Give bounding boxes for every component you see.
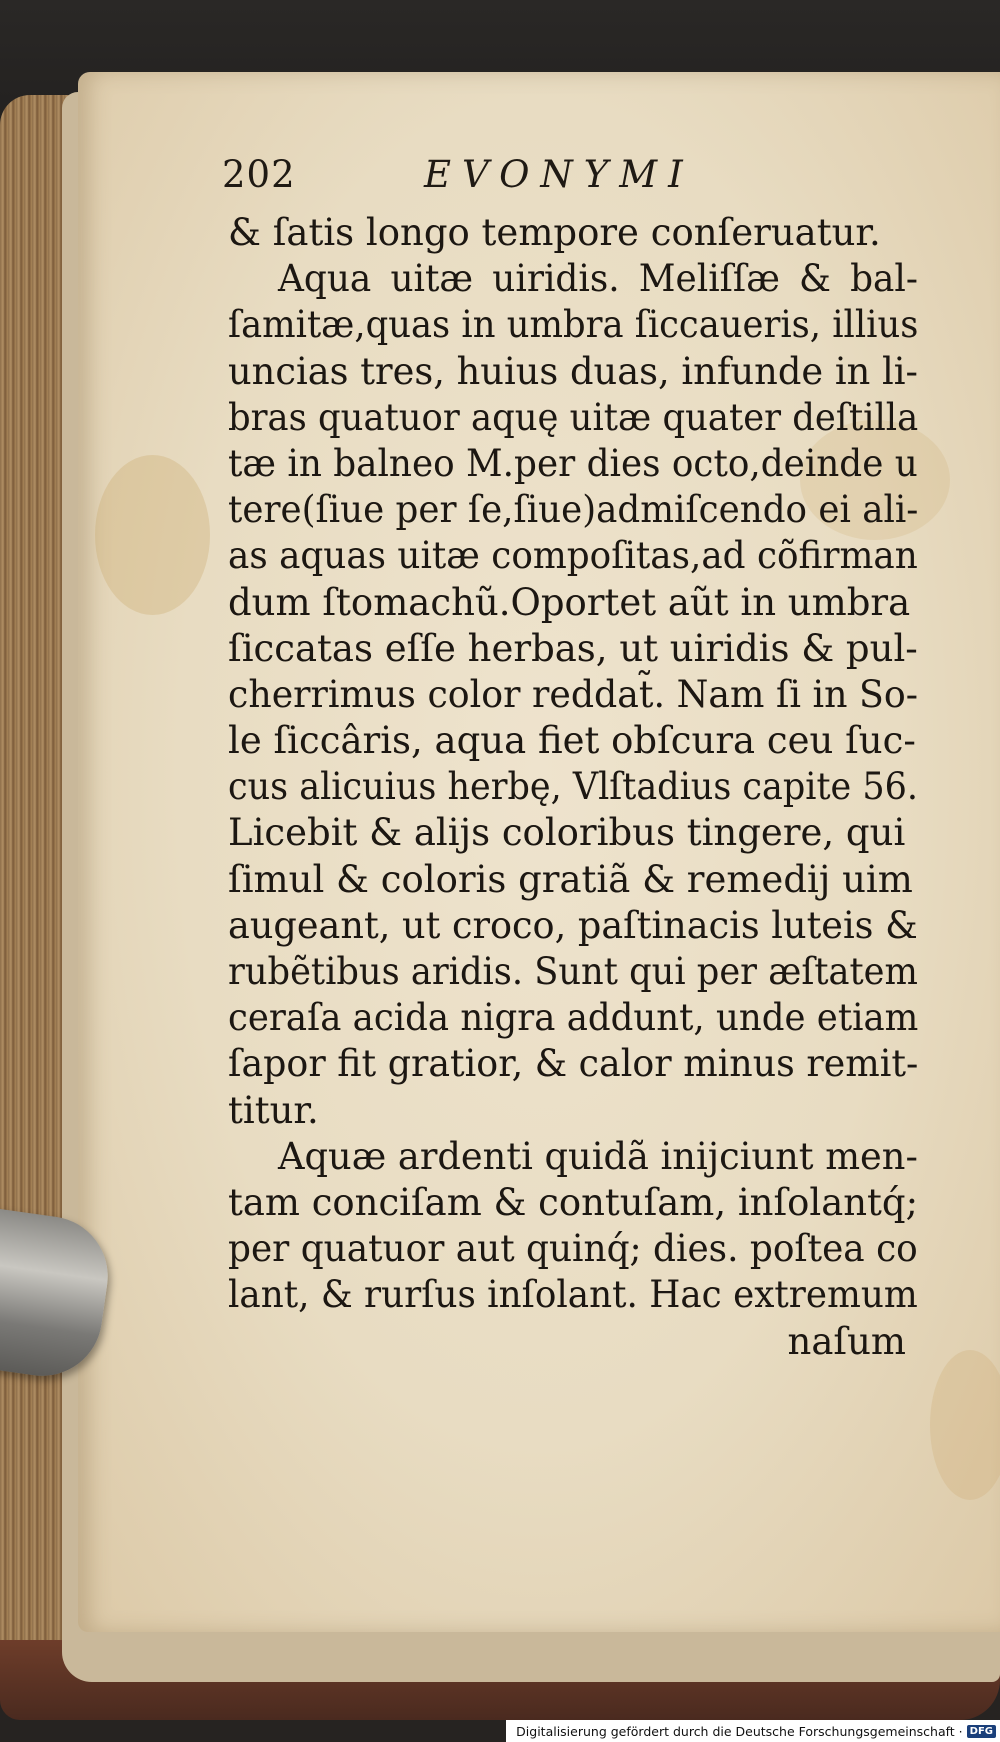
text-line: ſamitæ,quas in umbra ſiccaueris, illius [228,303,919,347]
text-line: per quatuor aut quinq́; dies. poſtea co [228,1227,918,1271]
text-line: ſapor fit gratior, & calor minus remit- [228,1042,919,1086]
running-head: EVONYMI [424,153,694,196]
text-line: tam conciſam & contuſam, inſolantq́; [228,1180,919,1224]
text-line: as aquas uitæ compoſitas,ad cõfirman [228,534,918,578]
water-stain [930,1350,1000,1500]
credit-text: Digitalisierung gefördert durch die Deutsche Forschungsgemeinschaft · [516,1723,963,1739]
text-line: titur. [228,1088,319,1132]
text-line: & ſatis longo tempore conſeruatur. [228,211,881,254]
text-line: lant, & rurſus inſolant. Hac extremum [228,1273,918,1317]
digitization-credit [506,1720,1000,1742]
text-line: rubẽtibus aridis. Sunt qui per æſtatem [228,950,918,993]
text-line: ceraſa acida nigra addunt, unde etiam [228,996,919,1040]
text-line: Aquæ ardenti quidã inijciunt men- [278,1134,918,1178]
text-line: uncias tres, huius duas, infunde in li- [228,349,918,393]
text-line: Aqua uitæ uiridis. Meliſſæ & bal- [278,257,919,301]
page-header [222,153,922,203]
text-line: ſimul & coloris gratiã & remedij uim [228,857,913,901]
dfg-logo: DFG [967,1725,996,1738]
catchword: naſum [787,1319,906,1363]
text-line: bras quatuor aquę uitæ quater deſtilla [228,395,919,439]
body-text [228,210,918,1365]
text-line: cherrimus color reddat̃. Nam ſi in So- [228,672,919,716]
text-line: Licebit & alijs coloribus tingere, qui [228,811,906,855]
water-stain [95,455,210,615]
text-line: ſiccatas eſſe herbas, ut uiridis & pul- [228,626,918,670]
text-line: tæ in balneo M.per dies octo,deinde u [228,441,918,485]
text-line: cus alicuius herbę, Vlſtadius capite 56. [228,765,919,809]
text-line: dum ſtomachũ.Oportet aũt in umbra [228,580,911,624]
text-line: le ſiccâris, aqua fiet obſcura ceu ſuc- [228,719,916,763]
text-line: augeant, ut croco, paſtinacis luteis & [228,903,918,947]
text-line: tere(ſiue per ſe,ſiue)admiſcendo ei ali- [228,488,919,532]
page-number: 202 [222,153,296,196]
